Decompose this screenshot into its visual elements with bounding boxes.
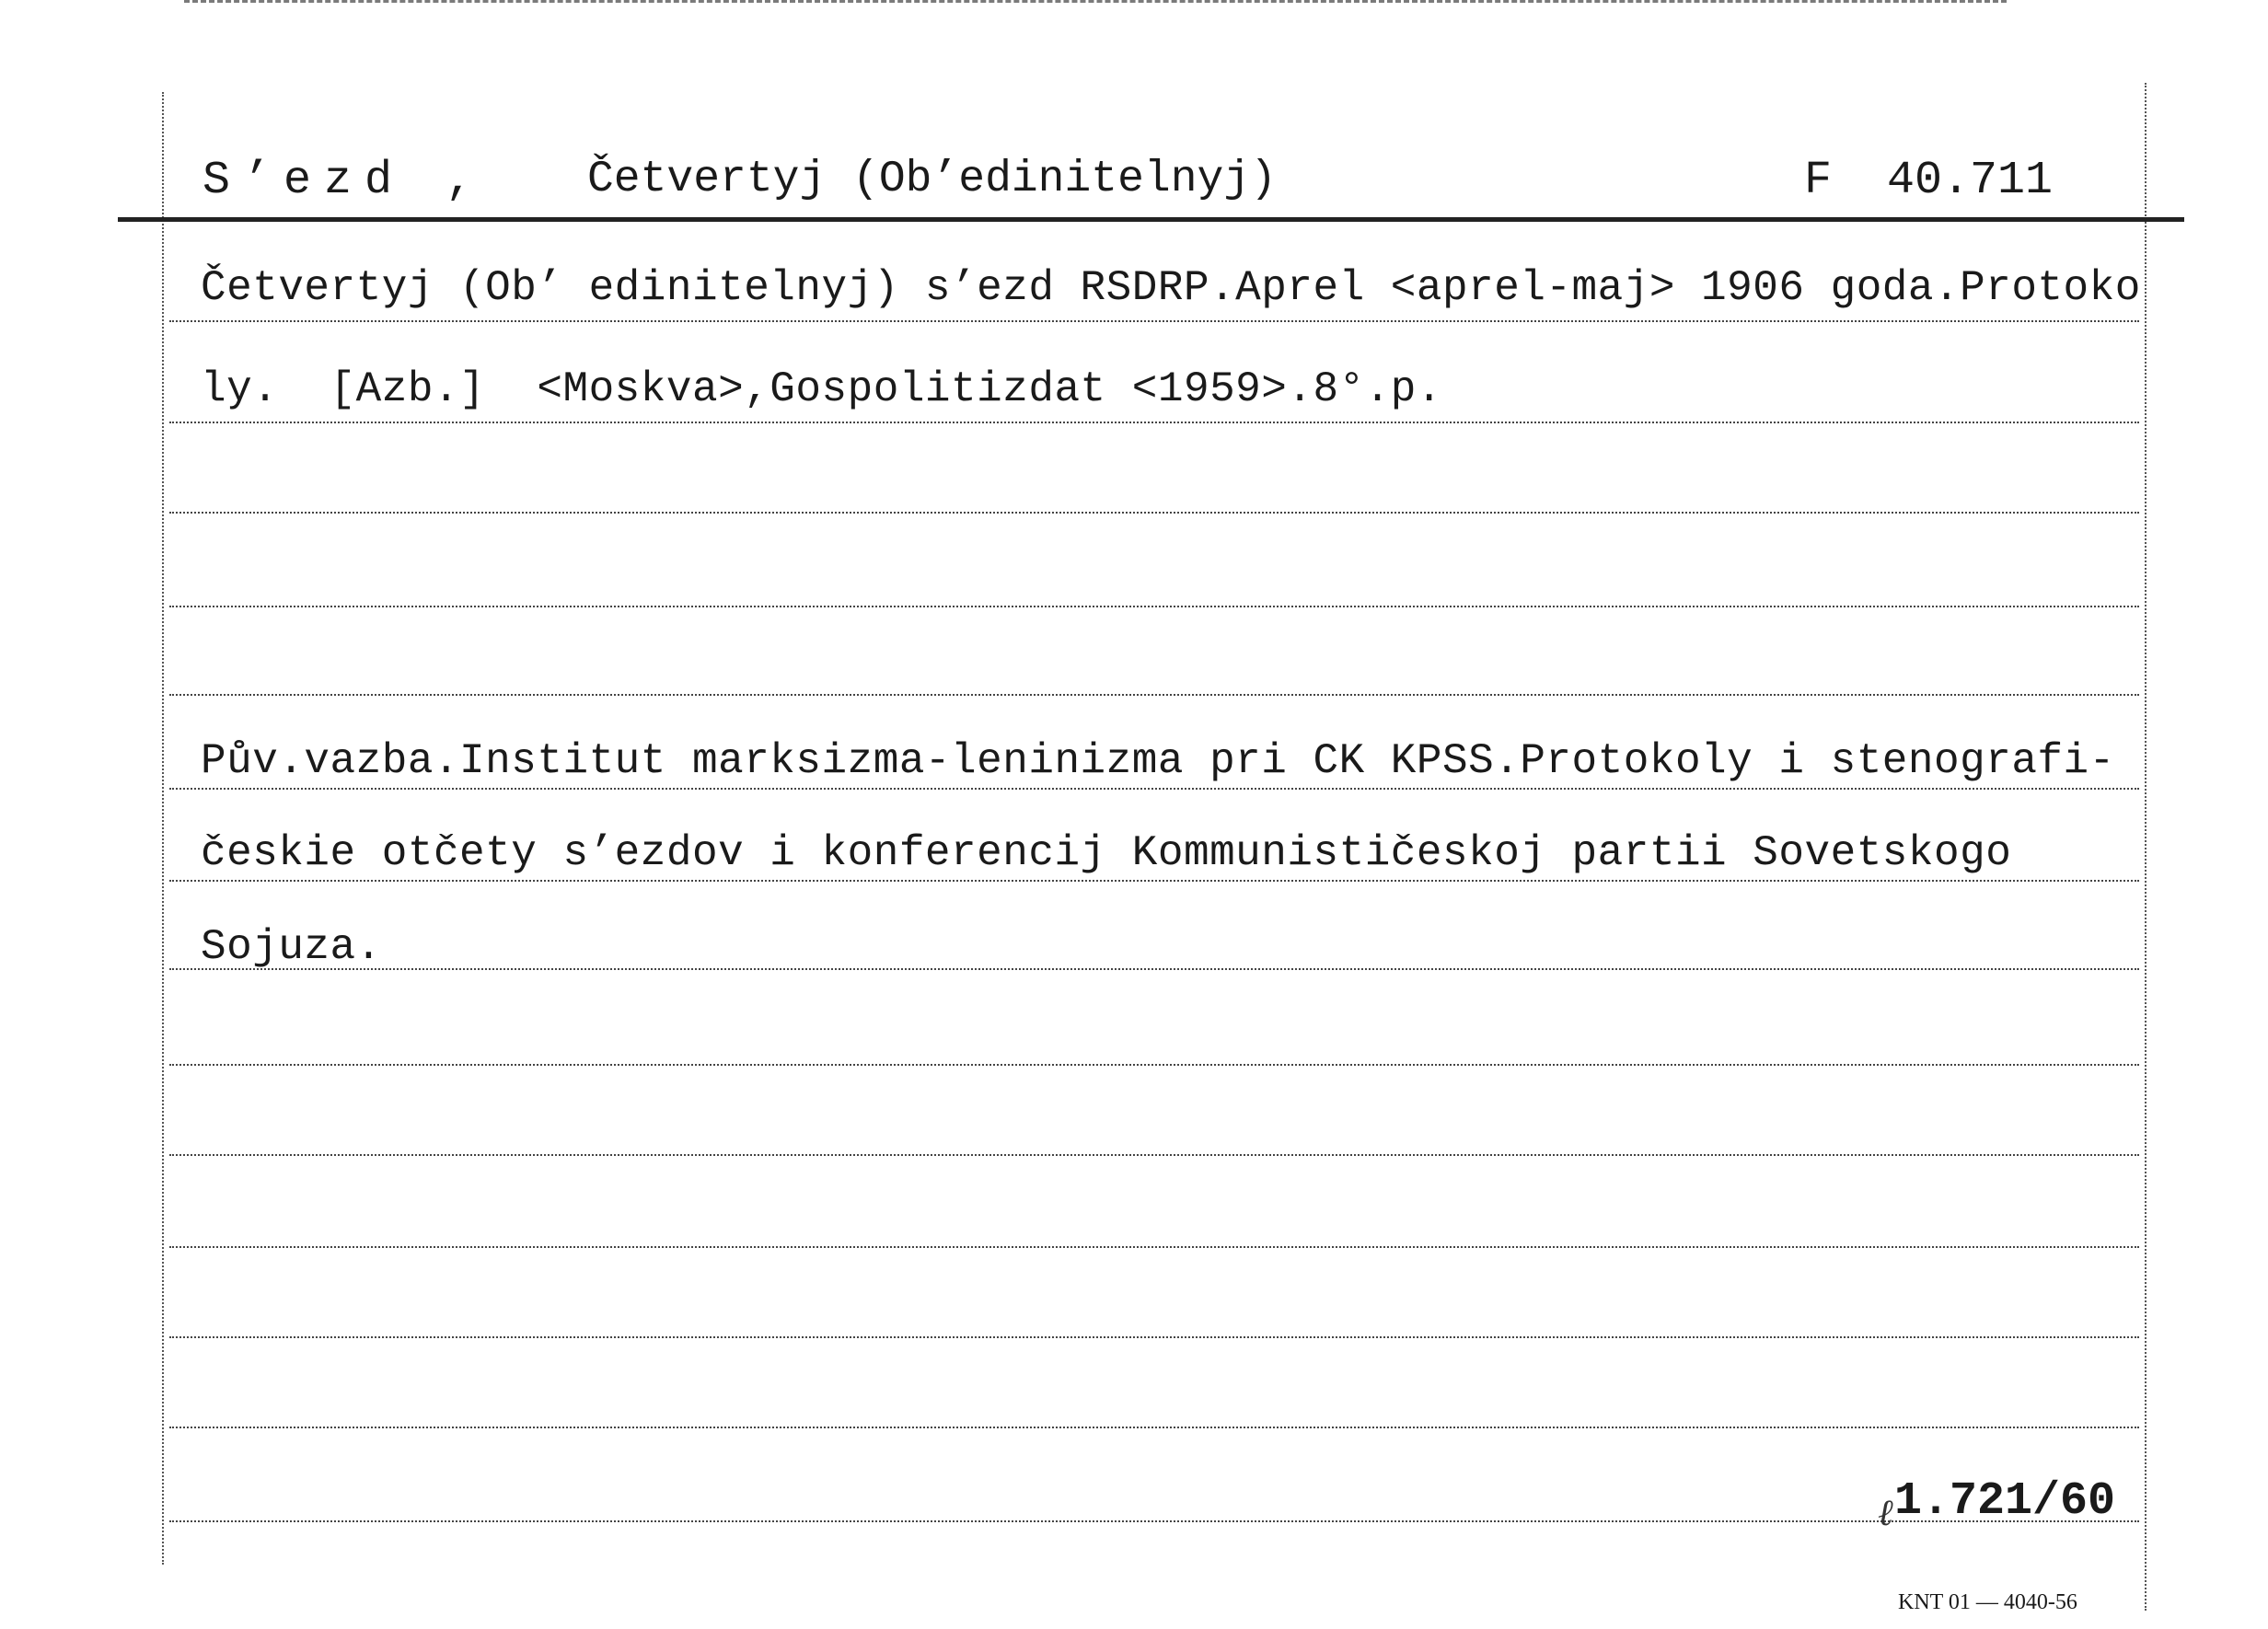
ruled-line <box>169 422 2139 423</box>
ruled-line <box>169 968 2139 970</box>
ruled-line <box>169 1520 2139 1522</box>
ruled-line <box>169 1064 2139 1066</box>
left-margin-line <box>162 92 164 1565</box>
ruled-line <box>169 694 2139 696</box>
shelf-number: 1.721/60 <box>1894 1475 2116 1528</box>
note-line-2: českie otčety s’ezdov i konferencij Kommunističeskoj partii Sovetskogo <box>201 829 2012 877</box>
ruled-line <box>169 1427 2139 1428</box>
ruled-line <box>169 1246 2139 1248</box>
note-line-3: Sojuza. <box>201 923 382 971</box>
ruled-line <box>169 1154 2139 1156</box>
ruled-line <box>169 788 2139 790</box>
entry-line-1: Četvertyj (Ob’ edinitelnyj) s’ezd RSDRP.Aprel <aprel-maj> 1906 goda.Protoko <box>201 264 2141 312</box>
ruled-line <box>169 512 2139 514</box>
note-line-1: Pův.vazba.Institut marksizma-leninizma pri CK KPSS.Protokoly i stenografi- <box>201 737 2115 785</box>
right-margin-line <box>2145 83 2146 1611</box>
heading-title: Četvertyj (Ob’edinitelnyj) <box>587 155 1277 204</box>
card-top-edge <box>184 0 2007 3</box>
ruled-line <box>169 320 2139 322</box>
ruled-line <box>169 606 2139 607</box>
handwritten-mark-icon: ℓ <box>1878 1492 1893 1533</box>
call-number: F 40.711 <box>1804 155 2054 207</box>
heading-rule <box>118 217 2184 222</box>
entry-line-2: ly. [Azb.] <Moskva>,Gospolitizdat <1959>.8°.p. <box>201 365 1443 413</box>
heading-main-word: S’ezd , <box>202 155 487 207</box>
form-code: KNT 01 — 4040-56 <box>1898 1590 2077 1614</box>
ruled-line <box>169 1336 2139 1338</box>
ruled-line <box>169 880 2139 882</box>
